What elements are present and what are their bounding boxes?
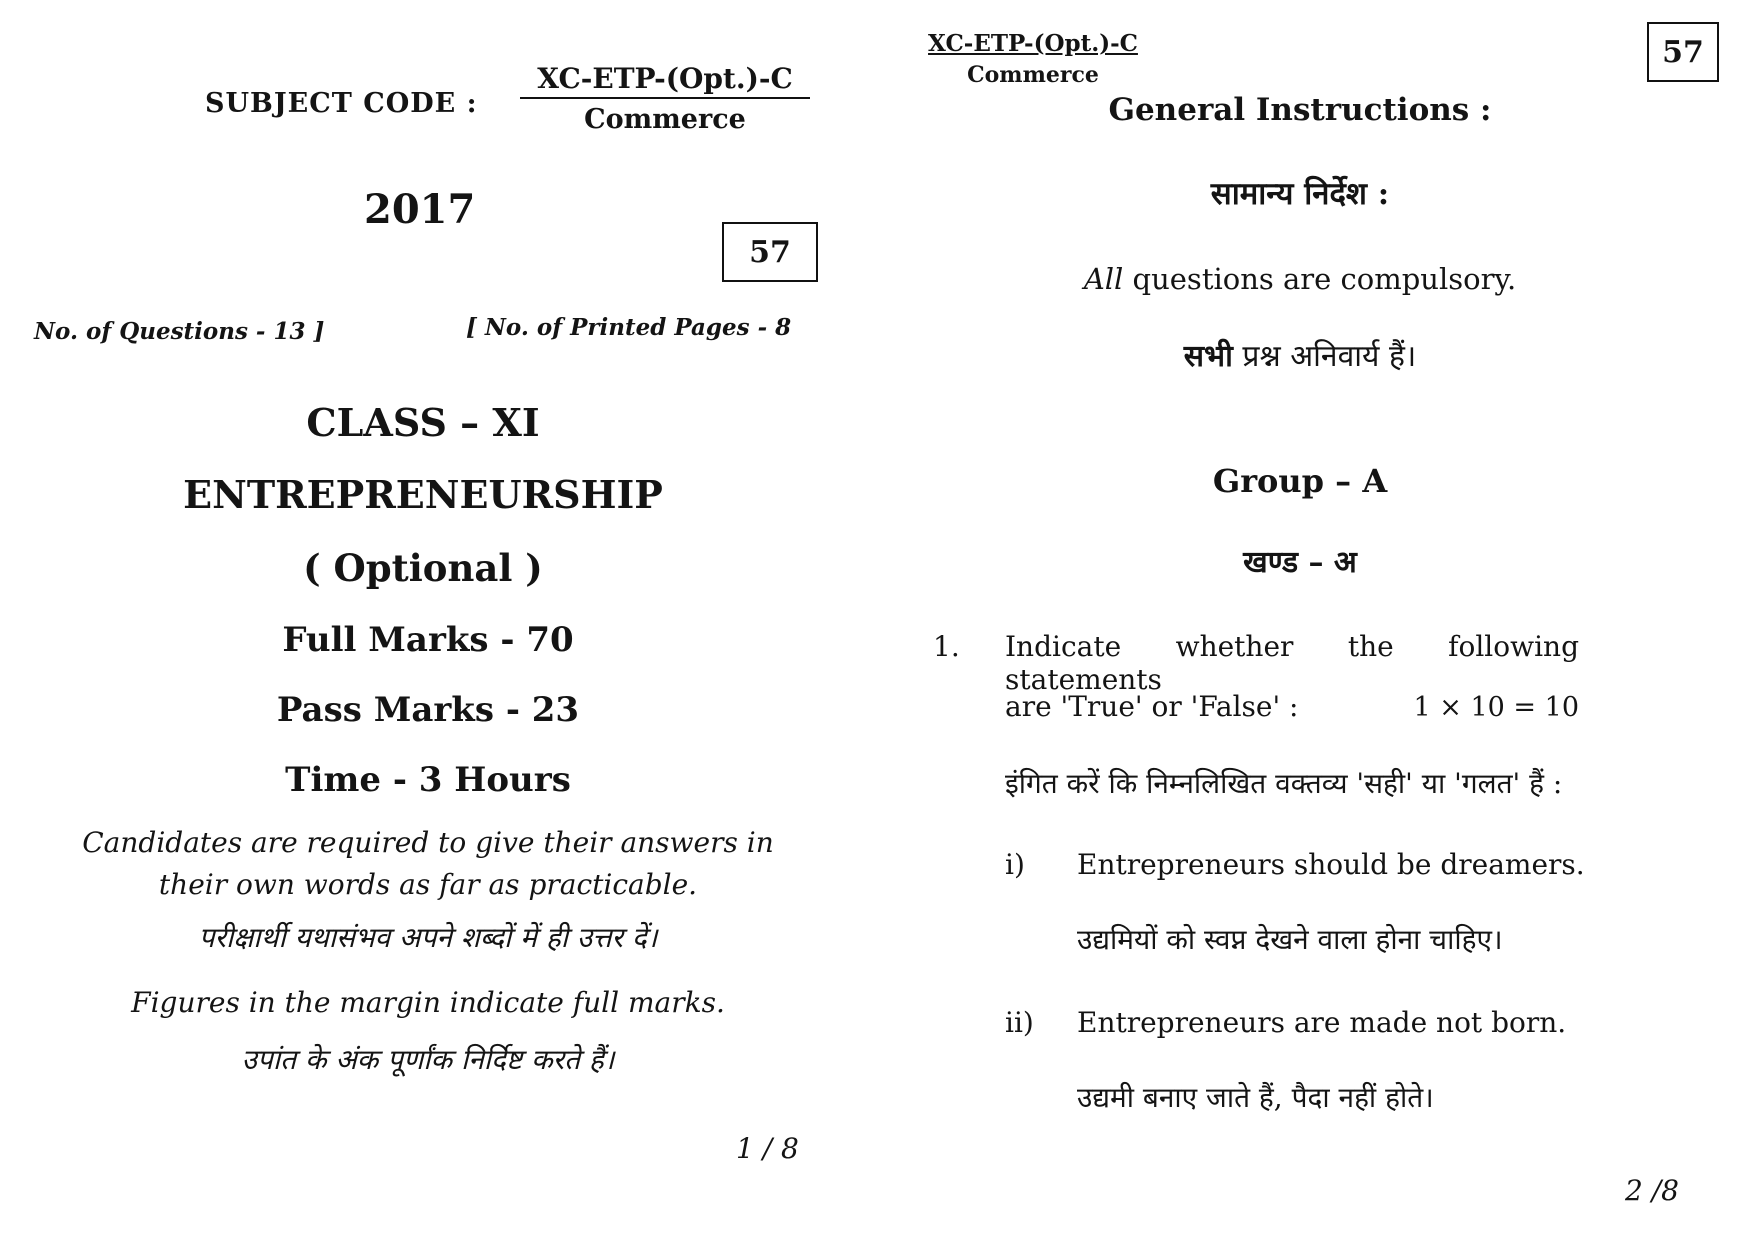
subject-title: ENTREPRENEURSHIP [183,472,663,517]
item-1-text: Entrepreneurs should be dreamers. [1077,848,1585,881]
number-of-pages: [ No. of Printed Pages - 8 [466,314,792,341]
page-number-box: 57 [1647,22,1719,82]
header-stream: Commerce [967,62,1099,88]
header-subject-code: XC-ETP-(Opt.)-C [928,30,1138,57]
class-title: CLASS – XI [306,400,540,445]
group-title-hindi: खण्ड – अ [1243,545,1357,580]
question-1-marks: 1 × 10 = 10 [1413,692,1579,723]
instruction-hindi-1: परीक्षार्थी यथासंभव अपने शब्दों में ही उत्तर दें। [198,921,658,954]
question-1-line-1: Indicate whether the following statements [1005,630,1579,696]
item-2-text: Entrepreneurs are made not born. [1077,1006,1567,1039]
subject-code: XC-ETP-(Opt.)-C [520,62,810,99]
subject-stream: Commerce [584,104,746,135]
item-1-number: i) [1005,848,1025,881]
instruction-line-2: their own words as far as practicable. [158,868,698,901]
general-instructions-title: General Instructions : [1108,92,1492,128]
item-2-hindi: उद्यमी बनाए जाते हैं, पैदा नहीं होते। [1077,1081,1434,1114]
group-title: Group – A [1212,462,1388,500]
compulsory-statement-hindi [877,334,1723,375]
item-2-number: ii) [1005,1006,1034,1039]
compulsory-hindi-rest: प्रश्न अनिवार्य हैं। [1232,339,1417,374]
page-number-box: 57 [722,222,818,282]
general-instructions-hindi: सामान्य निर्देश : [1210,176,1390,212]
page-footer-number: 2 /8 [1625,1174,1679,1207]
subject-code-label: SUBJECT CODE : [205,88,478,119]
item-1-hindi: उद्यमियों को स्वप्न देखने वाला होना चाहिए। [1077,923,1503,956]
question-1-line-2: are 'True' or 'False' : [1005,690,1299,723]
instruction-line-3: Figures in the margin indicate full marks. [131,986,725,1019]
pass-marks: Pass Marks - 23 [276,690,580,730]
page-2 [877,0,1754,1241]
optional-label: ( Optional ) [303,546,543,590]
number-of-questions: No. of Questions - 13 ] [34,318,325,345]
question-1-hindi: इंगित करें कि निम्नलिखित वक्तव्य 'सही' या 'गलत' हैं : [1005,767,1563,800]
compulsory-rest: questions are compulsory. [1123,262,1517,296]
time-allowed: Time - 3 Hours [285,760,571,800]
exam-year: 2017 [364,186,476,233]
full-marks: Full Marks - 70 [282,620,574,660]
compulsory-statement [877,262,1723,296]
question-1-number: 1. [933,630,960,663]
page-footer-number: 1 / 8 [736,1132,799,1165]
compulsory-all: All [1083,262,1124,296]
compulsory-hindi-bold: सभी [1183,339,1233,374]
instruction-hindi-2: उपांत के अंक पूर्णांक निर्दिष्ट करते हैं। [241,1043,615,1076]
instruction-line-1: Candidates are required to give their answers in [82,826,774,859]
